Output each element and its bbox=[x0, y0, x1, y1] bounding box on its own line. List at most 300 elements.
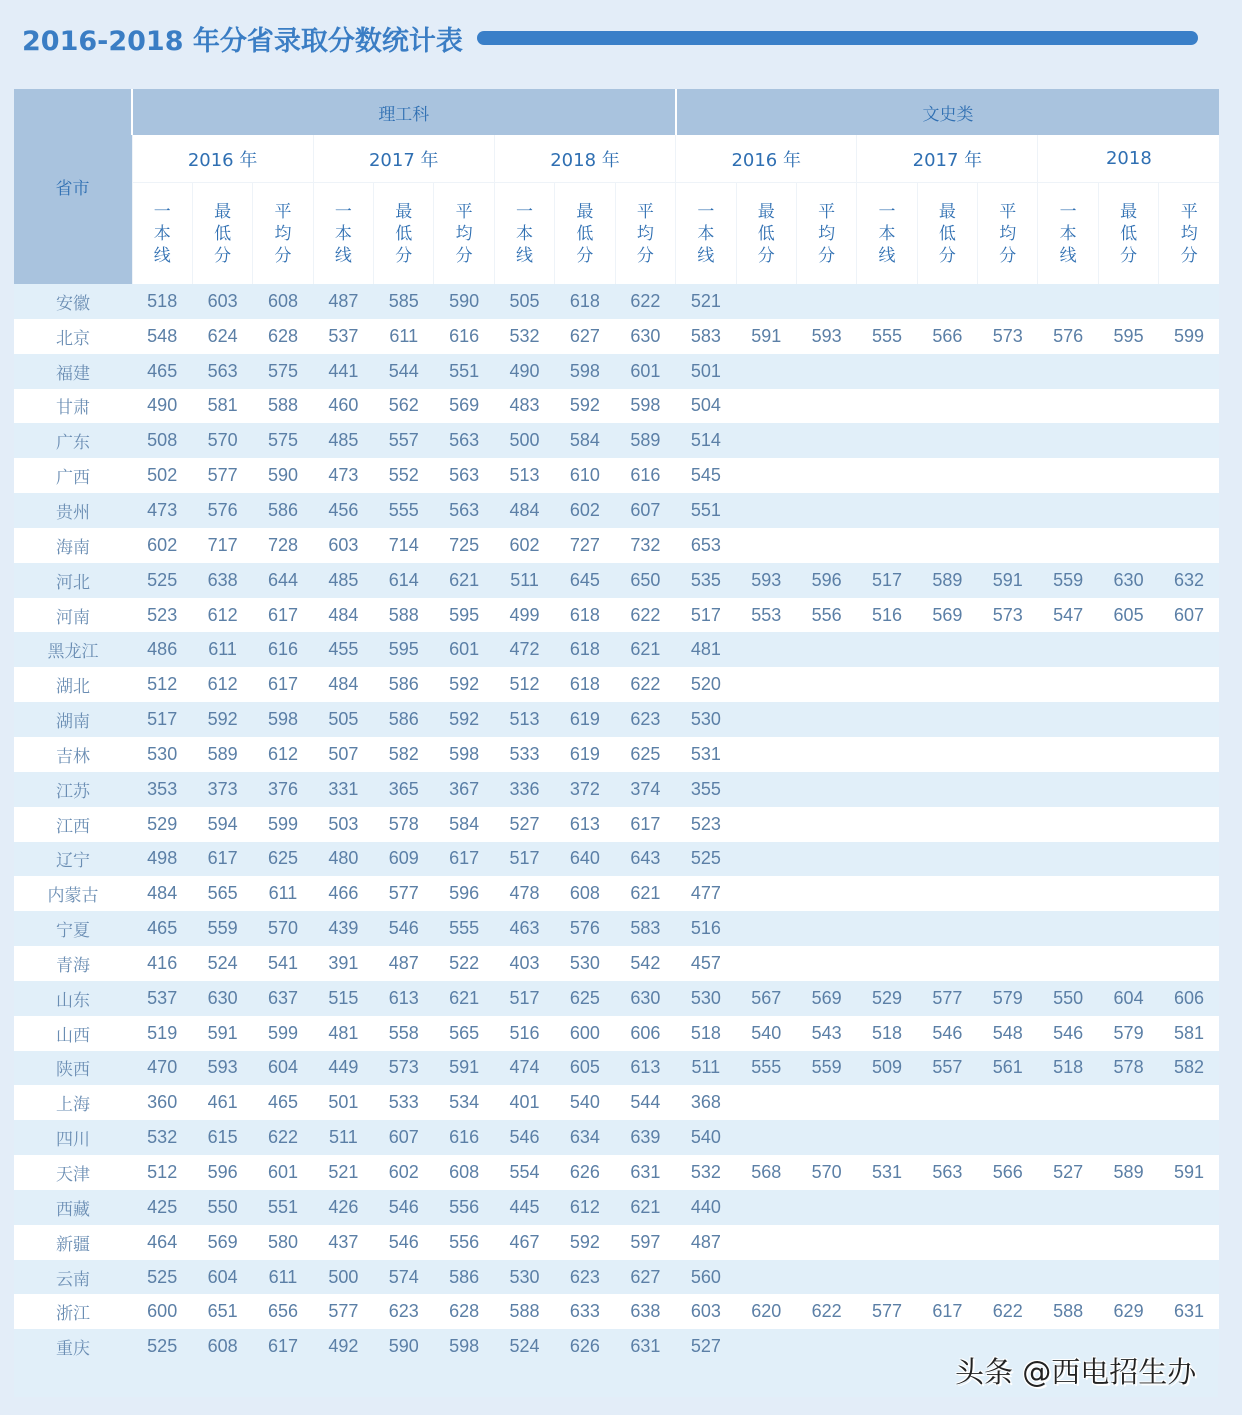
score-cell bbox=[736, 1225, 796, 1260]
sub-header-char: 均 bbox=[818, 223, 836, 244]
sub-header-char: 一 bbox=[878, 201, 896, 222]
score-cell: 634 bbox=[555, 1120, 615, 1155]
sub-header-char: 最 bbox=[214, 201, 232, 222]
province-cell: 云南 bbox=[14, 1260, 132, 1295]
score-cell: 480 bbox=[313, 842, 373, 877]
table-row bbox=[14, 1085, 1219, 1120]
score-cell bbox=[978, 1120, 1038, 1155]
score-cell: 630 bbox=[192, 981, 252, 1016]
score-cell bbox=[736, 702, 796, 737]
score-cell bbox=[1098, 528, 1158, 563]
score-cell: 579 bbox=[1098, 1016, 1158, 1051]
sub-header-char: 低 bbox=[576, 223, 594, 244]
sub-header-char: 一 bbox=[153, 201, 171, 222]
score-cell: 556 bbox=[434, 1190, 494, 1225]
score-cell bbox=[978, 667, 1038, 702]
score-cell bbox=[857, 667, 917, 702]
score-cell bbox=[1098, 1260, 1158, 1295]
score-cell bbox=[1159, 1260, 1220, 1295]
score-cell: 425 bbox=[132, 1190, 192, 1225]
score-cell: 592 bbox=[434, 702, 494, 737]
score-cell: 644 bbox=[253, 563, 313, 598]
score-cell: 621 bbox=[615, 876, 676, 911]
score-cell: 544 bbox=[374, 354, 434, 389]
province-cell: 江西 bbox=[14, 807, 132, 842]
score-cell bbox=[1038, 528, 1098, 563]
sub-header-char: 平 bbox=[455, 201, 473, 222]
score-cell bbox=[917, 423, 977, 458]
score-cell: 511 bbox=[313, 1120, 373, 1155]
score-cell: 576 bbox=[1038, 319, 1098, 354]
score-cell bbox=[1038, 911, 1098, 946]
score-cell bbox=[917, 737, 977, 772]
score-cell: 613 bbox=[555, 807, 615, 842]
score-cell: 592 bbox=[555, 389, 615, 424]
score-cell: 546 bbox=[374, 911, 434, 946]
score-cell bbox=[796, 772, 856, 807]
score-cell bbox=[857, 389, 917, 424]
province-cell: 广西 bbox=[14, 458, 132, 493]
min-score-header bbox=[374, 183, 434, 285]
avg-score-header bbox=[615, 183, 676, 285]
score-cell: 589 bbox=[615, 423, 676, 458]
score-cell: 621 bbox=[434, 981, 494, 1016]
score-cell: 580 bbox=[253, 1225, 313, 1260]
score-cell: 490 bbox=[132, 389, 192, 424]
score-cell bbox=[1098, 737, 1158, 772]
score-cell: 604 bbox=[253, 1051, 313, 1086]
score-cell bbox=[1038, 1120, 1098, 1155]
score-cell: 485 bbox=[313, 423, 373, 458]
score-cell: 617 bbox=[253, 667, 313, 702]
score-cell bbox=[1038, 772, 1098, 807]
score-cell: 563 bbox=[434, 493, 494, 528]
score-cell: 578 bbox=[1098, 1051, 1158, 1086]
score-cell bbox=[917, 458, 977, 493]
score-cell: 367 bbox=[434, 772, 494, 807]
avg-score-header bbox=[434, 183, 494, 285]
sub-header-char: 分 bbox=[395, 245, 413, 266]
score-cell: 551 bbox=[253, 1190, 313, 1225]
first-tier-line-header bbox=[1038, 183, 1098, 285]
avg-score-header bbox=[1159, 183, 1220, 285]
score-cell bbox=[857, 946, 917, 981]
score-cell bbox=[1159, 1085, 1220, 1120]
score-cell: 605 bbox=[555, 1051, 615, 1086]
table-row bbox=[14, 946, 1219, 981]
score-cell bbox=[917, 807, 977, 842]
score-cell: 439 bbox=[313, 911, 373, 946]
score-cell bbox=[917, 1120, 977, 1155]
score-cell bbox=[736, 1085, 796, 1120]
score-cell: 584 bbox=[555, 423, 615, 458]
province-cell: 广东 bbox=[14, 423, 132, 458]
score-cell: 513 bbox=[494, 702, 554, 737]
score-cell: 577 bbox=[192, 458, 252, 493]
sub-header-char: 线 bbox=[1059, 245, 1077, 266]
score-cell: 548 bbox=[132, 319, 192, 354]
min-score-header bbox=[917, 183, 977, 285]
first-tier-line-header bbox=[676, 183, 736, 285]
year-header: 2018 bbox=[1038, 135, 1219, 183]
min-score-header bbox=[736, 183, 796, 285]
province-cell: 甘肃 bbox=[14, 389, 132, 424]
score-cell: 623 bbox=[555, 1260, 615, 1295]
score-cell: 595 bbox=[374, 632, 434, 667]
score-cell bbox=[857, 842, 917, 877]
score-cell: 518 bbox=[132, 284, 192, 319]
score-cell: 598 bbox=[434, 737, 494, 772]
score-cell: 566 bbox=[917, 319, 977, 354]
score-cell: 603 bbox=[313, 528, 373, 563]
score-cell: 565 bbox=[434, 1016, 494, 1051]
province-cell: 海南 bbox=[14, 528, 132, 563]
score-cell bbox=[917, 1190, 977, 1225]
score-cell: 545 bbox=[676, 458, 736, 493]
score-cell bbox=[1038, 842, 1098, 877]
score-cell bbox=[1038, 946, 1098, 981]
score-cell: 609 bbox=[374, 842, 434, 877]
table-row bbox=[14, 842, 1219, 877]
table-body bbox=[14, 284, 1219, 1364]
table-row bbox=[14, 1120, 1219, 1155]
score-cell bbox=[1038, 632, 1098, 667]
score-cell: 601 bbox=[253, 1155, 313, 1190]
score-cell bbox=[1159, 284, 1220, 319]
score-cell bbox=[1038, 1225, 1098, 1260]
score-cell: 576 bbox=[555, 911, 615, 946]
score-cell bbox=[796, 389, 856, 424]
sub-header-char: 一 bbox=[1059, 201, 1077, 222]
score-cell bbox=[1098, 1190, 1158, 1225]
sub-header-char: 均 bbox=[999, 223, 1017, 244]
score-cell: 574 bbox=[374, 1260, 434, 1295]
score-cell: 589 bbox=[917, 563, 977, 598]
score-cell bbox=[796, 667, 856, 702]
score-cell: 591 bbox=[978, 563, 1038, 598]
score-cell: 577 bbox=[917, 981, 977, 1016]
score-cell: 481 bbox=[313, 1016, 373, 1051]
score-cell: 555 bbox=[434, 911, 494, 946]
score-cell: 601 bbox=[615, 354, 676, 389]
score-cell bbox=[736, 842, 796, 877]
score-cell: 401 bbox=[494, 1085, 554, 1120]
score-cell bbox=[1098, 1120, 1158, 1155]
score-cell: 465 bbox=[253, 1085, 313, 1120]
score-cell: 628 bbox=[253, 319, 313, 354]
score-cell bbox=[796, 1085, 856, 1120]
score-cell: 591 bbox=[736, 319, 796, 354]
score-cell: 533 bbox=[494, 737, 554, 772]
province-cell: 浙江 bbox=[14, 1294, 132, 1329]
score-cell bbox=[1159, 876, 1220, 911]
score-cell bbox=[978, 737, 1038, 772]
score-cell: 473 bbox=[132, 493, 192, 528]
score-cell: 477 bbox=[676, 876, 736, 911]
score-cell: 521 bbox=[676, 284, 736, 319]
score-cell: 725 bbox=[434, 528, 494, 563]
score-cell bbox=[1159, 911, 1220, 946]
province-cell: 江苏 bbox=[14, 772, 132, 807]
score-cell: 596 bbox=[796, 563, 856, 598]
score-cell: 492 bbox=[313, 1329, 373, 1364]
score-cell: 518 bbox=[857, 1016, 917, 1051]
score-cell bbox=[857, 458, 917, 493]
score-cell bbox=[1159, 354, 1220, 389]
score-cell bbox=[1098, 911, 1158, 946]
score-cell bbox=[917, 1225, 977, 1260]
score-cell: 717 bbox=[192, 528, 252, 563]
score-cell bbox=[917, 389, 977, 424]
sub-header-char: 分 bbox=[214, 245, 232, 266]
score-cell bbox=[1098, 1225, 1158, 1260]
score-cell: 630 bbox=[1098, 563, 1158, 598]
year-header: 2016 年 bbox=[132, 135, 313, 183]
sub-header-char: 一 bbox=[697, 201, 715, 222]
score-cell: 599 bbox=[253, 1016, 313, 1051]
score-cell: 456 bbox=[313, 493, 373, 528]
score-cell: 560 bbox=[676, 1260, 736, 1295]
score-cell: 516 bbox=[676, 911, 736, 946]
score-cell bbox=[917, 911, 977, 946]
score-cell: 614 bbox=[374, 563, 434, 598]
score-cell: 368 bbox=[676, 1085, 736, 1120]
score-cell: 463 bbox=[494, 911, 554, 946]
score-cell bbox=[978, 946, 1038, 981]
score-cell: 505 bbox=[313, 702, 373, 737]
province-cell: 贵州 bbox=[14, 493, 132, 528]
table-row bbox=[14, 1260, 1219, 1295]
score-cell: 484 bbox=[132, 876, 192, 911]
score-cell: 611 bbox=[253, 876, 313, 911]
score-cell: 426 bbox=[313, 1190, 373, 1225]
province-cell: 河北 bbox=[14, 563, 132, 598]
first-tier-line-header bbox=[313, 183, 373, 285]
score-cell bbox=[978, 1190, 1038, 1225]
table-row bbox=[14, 911, 1219, 946]
score-cell: 604 bbox=[192, 1260, 252, 1295]
sub-header-char: 最 bbox=[576, 201, 594, 222]
score-cell bbox=[1098, 807, 1158, 842]
score-cell: 615 bbox=[192, 1120, 252, 1155]
score-cell: 373 bbox=[192, 772, 252, 807]
sub-header-char: 线 bbox=[153, 245, 171, 266]
score-cell: 610 bbox=[555, 458, 615, 493]
score-cell: 588 bbox=[494, 1294, 554, 1329]
score-cell: 559 bbox=[1038, 563, 1098, 598]
score-cell bbox=[796, 528, 856, 563]
score-cell: 582 bbox=[374, 737, 434, 772]
score-cell: 529 bbox=[857, 981, 917, 1016]
score-cell: 537 bbox=[132, 981, 192, 1016]
score-cell bbox=[978, 702, 1038, 737]
score-cell bbox=[1159, 946, 1220, 981]
score-cell bbox=[736, 493, 796, 528]
score-cell bbox=[1159, 458, 1220, 493]
score-cell: 555 bbox=[736, 1051, 796, 1086]
score-cell: 590 bbox=[253, 458, 313, 493]
score-cell: 472 bbox=[494, 632, 554, 667]
table-row bbox=[14, 876, 1219, 911]
score-cell: 466 bbox=[313, 876, 373, 911]
score-cell bbox=[978, 354, 1038, 389]
table-row bbox=[14, 772, 1219, 807]
score-cell bbox=[1098, 458, 1158, 493]
score-cell: 527 bbox=[676, 1329, 736, 1364]
score-cell: 555 bbox=[374, 493, 434, 528]
first-tier-line-header bbox=[132, 183, 192, 285]
score-cell: 561 bbox=[978, 1051, 1038, 1086]
score-cell: 631 bbox=[615, 1329, 676, 1364]
score-cell: 613 bbox=[615, 1051, 676, 1086]
sub-header-char: 分 bbox=[818, 245, 836, 266]
province-cell: 河南 bbox=[14, 598, 132, 633]
score-cell: 616 bbox=[434, 1120, 494, 1155]
score-cell bbox=[796, 284, 856, 319]
score-cell: 622 bbox=[796, 1294, 856, 1329]
score-cell: 578 bbox=[374, 807, 434, 842]
score-cell: 714 bbox=[374, 528, 434, 563]
score-cell: 523 bbox=[676, 807, 736, 842]
score-cell bbox=[857, 1190, 917, 1225]
score-cell: 590 bbox=[374, 1329, 434, 1364]
score-cell: 603 bbox=[192, 284, 252, 319]
page-title: 2016-2018 年分省录取分数统计表 bbox=[22, 25, 463, 57]
score-cell: 594 bbox=[192, 807, 252, 842]
score-cell: 512 bbox=[132, 667, 192, 702]
sub-header-char: 低 bbox=[1120, 223, 1138, 244]
score-cell: 650 bbox=[615, 563, 676, 598]
score-cell: 487 bbox=[676, 1225, 736, 1260]
score-cell: 514 bbox=[676, 423, 736, 458]
score-cell: 591 bbox=[1159, 1155, 1220, 1190]
score-cell: 517 bbox=[132, 702, 192, 737]
score-cell: 517 bbox=[676, 598, 736, 633]
score-cell: 573 bbox=[978, 319, 1038, 354]
score-cell: 596 bbox=[434, 876, 494, 911]
score-cell: 486 bbox=[132, 632, 192, 667]
score-cell: 631 bbox=[1159, 1294, 1220, 1329]
sub-header-row bbox=[14, 183, 1219, 285]
score-cell: 633 bbox=[555, 1294, 615, 1329]
score-cell: 403 bbox=[494, 946, 554, 981]
score-cell: 546 bbox=[374, 1190, 434, 1225]
score-cell: 464 bbox=[132, 1225, 192, 1260]
score-cell: 511 bbox=[494, 563, 554, 598]
score-cell: 611 bbox=[253, 1260, 313, 1295]
score-cell bbox=[736, 389, 796, 424]
sub-header-char: 分 bbox=[274, 245, 292, 266]
score-cell bbox=[736, 876, 796, 911]
score-cell bbox=[857, 737, 917, 772]
score-cell bbox=[796, 1190, 856, 1225]
score-cell: 638 bbox=[615, 1294, 676, 1329]
score-cell: 621 bbox=[434, 563, 494, 598]
score-cell bbox=[1098, 946, 1158, 981]
score-cell: 567 bbox=[736, 981, 796, 1016]
score-cell bbox=[736, 1190, 796, 1225]
score-cell: 622 bbox=[615, 284, 676, 319]
sub-header-char: 均 bbox=[636, 223, 654, 244]
score-cell: 522 bbox=[434, 946, 494, 981]
score-cell: 616 bbox=[615, 458, 676, 493]
score-cell: 372 bbox=[555, 772, 615, 807]
min-score-header bbox=[192, 183, 252, 285]
score-cell: 575 bbox=[253, 354, 313, 389]
score-cell bbox=[736, 354, 796, 389]
score-cell bbox=[978, 842, 1038, 877]
score-cell bbox=[796, 702, 856, 737]
score-cell: 521 bbox=[313, 1155, 373, 1190]
score-cell bbox=[1159, 1120, 1220, 1155]
score-cell: 530 bbox=[555, 946, 615, 981]
score-cell: 590 bbox=[434, 284, 494, 319]
score-cell: 565 bbox=[192, 876, 252, 911]
score-cell bbox=[1098, 493, 1158, 528]
score-cell bbox=[1038, 702, 1098, 737]
score-cell: 569 bbox=[434, 389, 494, 424]
score-cell: 611 bbox=[374, 319, 434, 354]
score-cell: 602 bbox=[494, 528, 554, 563]
score-cell: 507 bbox=[313, 737, 373, 772]
avg-score-header bbox=[253, 183, 313, 285]
score-cell: 540 bbox=[736, 1016, 796, 1051]
province-cell: 吉林 bbox=[14, 737, 132, 772]
score-cell bbox=[857, 354, 917, 389]
sub-header-char: 均 bbox=[274, 223, 292, 244]
score-cell: 376 bbox=[253, 772, 313, 807]
min-score-header bbox=[555, 183, 615, 285]
score-cell bbox=[857, 1260, 917, 1295]
table-row bbox=[14, 354, 1219, 389]
score-cell: 559 bbox=[796, 1051, 856, 1086]
score-cell bbox=[917, 1085, 977, 1120]
score-cell: 515 bbox=[313, 981, 373, 1016]
score-cell: 487 bbox=[374, 946, 434, 981]
score-cell: 593 bbox=[796, 319, 856, 354]
score-cell: 645 bbox=[555, 563, 615, 598]
province-cell: 宁夏 bbox=[14, 911, 132, 946]
score-cell: 569 bbox=[192, 1225, 252, 1260]
score-cell bbox=[796, 737, 856, 772]
min-score-header bbox=[1098, 183, 1158, 285]
score-cell bbox=[1038, 458, 1098, 493]
sub-header-char: 低 bbox=[938, 223, 956, 244]
sub-header-char: 线 bbox=[516, 245, 534, 266]
table-row bbox=[14, 1225, 1219, 1260]
score-cell: 546 bbox=[494, 1120, 554, 1155]
score-cell: 512 bbox=[494, 667, 554, 702]
score-cell: 440 bbox=[676, 1190, 736, 1225]
score-cell: 570 bbox=[253, 911, 313, 946]
score-cell bbox=[978, 389, 1038, 424]
score-cell: 602 bbox=[555, 493, 615, 528]
score-cell: 518 bbox=[1038, 1051, 1098, 1086]
score-cell bbox=[1159, 632, 1220, 667]
score-cell: 581 bbox=[192, 389, 252, 424]
score-cell: 484 bbox=[313, 598, 373, 633]
score-cell: 353 bbox=[132, 772, 192, 807]
score-cell: 484 bbox=[494, 493, 554, 528]
score-cell: 461 bbox=[192, 1085, 252, 1120]
score-cell: 598 bbox=[434, 1329, 494, 1364]
score-cell bbox=[1098, 876, 1158, 911]
province-cell: 湖南 bbox=[14, 702, 132, 737]
score-cell bbox=[857, 807, 917, 842]
province-cell: 黑龙江 bbox=[14, 632, 132, 667]
score-cell bbox=[857, 284, 917, 319]
score-cell bbox=[978, 1085, 1038, 1120]
